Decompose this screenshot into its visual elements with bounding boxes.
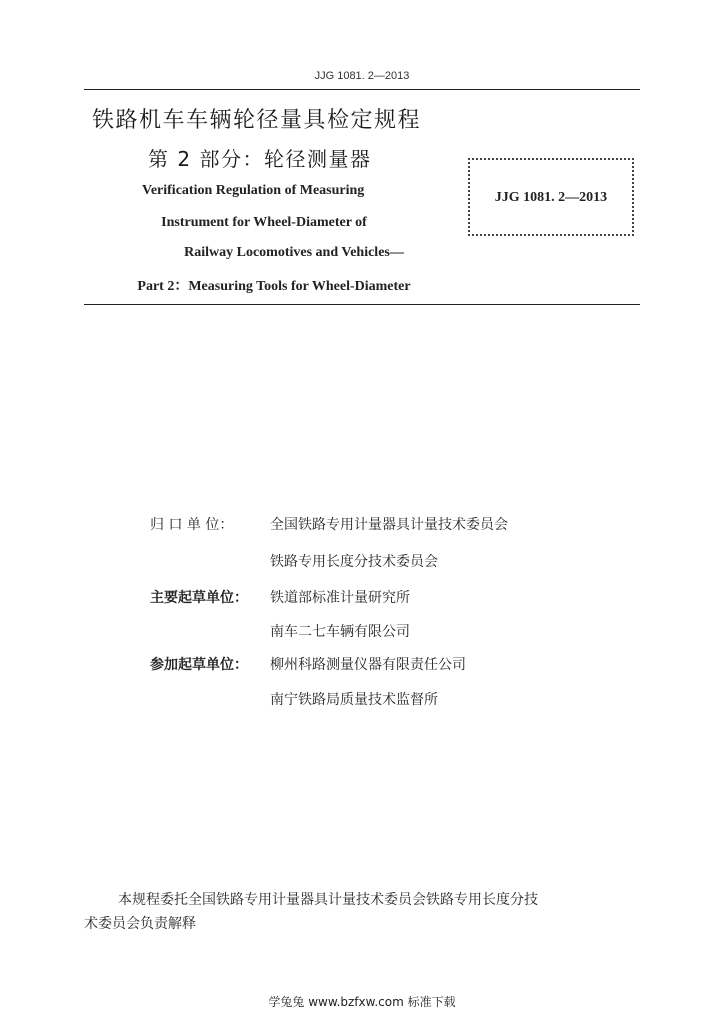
- interpretation-note-line-2: 术委员会负责解释: [84, 916, 196, 932]
- header-standard-code: JJG 1081. 2—2013: [314, 70, 410, 82]
- org-value-responsible-2: 铁路专用长度分技术委员会: [270, 554, 438, 570]
- org-value-main-drafter-2: 南车二七车辆有限公司: [270, 624, 410, 640]
- title-chinese: 铁路机车车辆轮径量具检定规程: [92, 108, 422, 133]
- interpretation-note-line-1: 本规程委托全国铁路专用计量器具计量技术委员会铁路专用长度分技: [118, 892, 538, 908]
- footer-watermark: 学兔兔 www.bzfxw.com 标准下载: [268, 995, 456, 1009]
- title-english-line-3: Railway Locomotives and Vehicles—: [184, 245, 404, 260]
- org-value-main-drafter-1: 铁道部标准计量研究所: [270, 590, 410, 606]
- org-label-participating-drafter: 参加起草单位：: [150, 657, 248, 673]
- standard-code: JJG 1081. 2—2013: [494, 190, 608, 205]
- title-english-line-4: Part 2：Measuring Tools for Wheel-Diameter: [137, 279, 411, 294]
- subtitle-chinese: 第 2 部分：轮径测量器: [148, 147, 372, 171]
- org-value-responsible-1: 全国铁路专用计量器具计量技术委员会: [270, 517, 508, 533]
- title-english-line-2: Instrument for Wheel-Diameter of: [161, 215, 367, 230]
- title-bottom-rule: [84, 304, 640, 305]
- org-value-participating-drafter-1: 柳州科路测量仪器有限责任公司: [270, 657, 466, 673]
- title-english-line-1: Verification Regulation of Measuring: [142, 183, 365, 198]
- org-label-main-drafter: 主要起草单位：: [150, 590, 248, 606]
- org-value-participating-drafter-2: 南宁铁路局质量技术监督所: [270, 692, 438, 708]
- org-label-responsible: 归 口 单 位：: [150, 517, 234, 533]
- top-rule: [84, 89, 640, 90]
